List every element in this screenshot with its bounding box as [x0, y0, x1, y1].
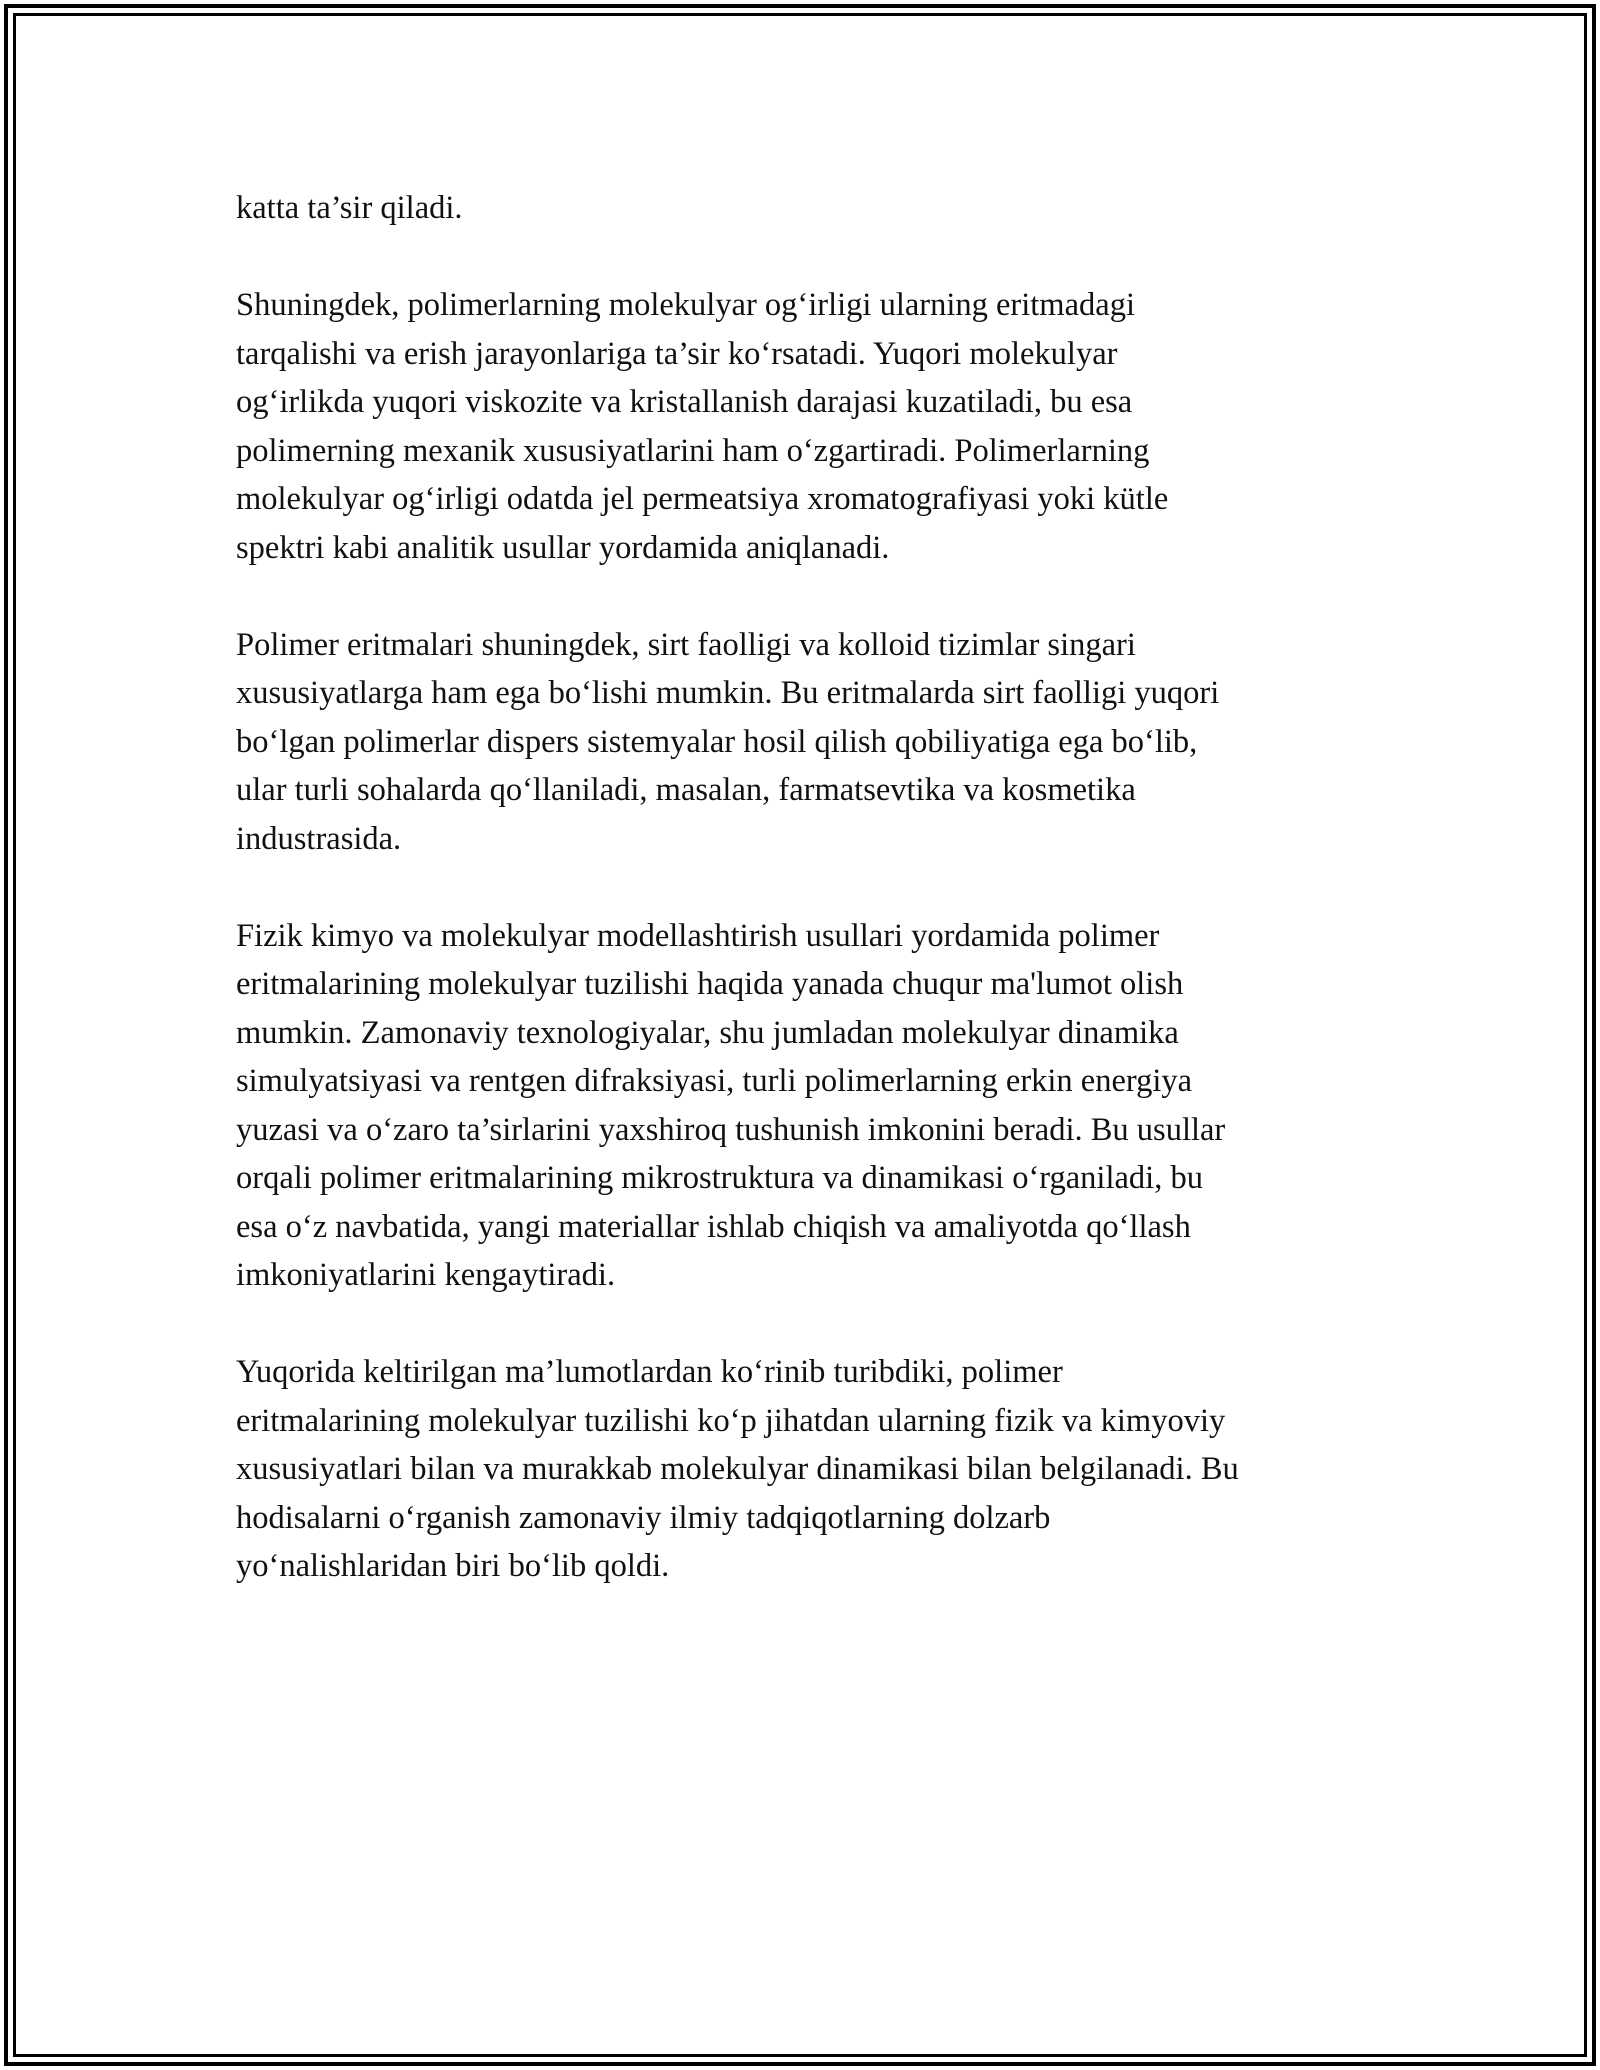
paragraph-3: Polimer eritmalari shuningdek, sirt faolligi va kolloid tizimlar singari xususiyatlarga ham ega bo‘lishi mumkin. Bu eritmalarda sirt faolligi yuqori bo‘lgan polimerlar dispers sistemyalar hosil qilish qobiliyatiga ega bo‘lib, ular turli sohalarda qo‘llaniladi, masalan, farmatsevtika va kosmetika industrasida. — [236, 626, 1220, 857]
paragraph-2: Shuningdek, polimerlarning molekulyar og‘irligi ularning eritmadagi tarqalishi va erish jarayonlariga ta’sir ko‘rsatadi. Yuqori molekulyar og‘irlikda yuqori viskozite va kristallanish darajasi kuzatiladi, bu esa polimerning mexanik xususiyatlarini ham o‘zgartiradi. Polimerlarning molekulyar og‘irligi odatda jel permeatsiya xromatografiyasi yoki kütle spektri kabi analitik usullar yordamida aniqlanadi. — [236, 287, 1169, 566]
paragraph-5: Yuqorida keltirilgan ma’lumotlardan ko‘rinib turibdiki, polimer eritmalarining molekulyar tuzilishi ko‘p jihatdan ularning fizik va kimyoviy xususiyatlari bilan va murakkab molekulyar dinamikasi bilan belgilanadi. Bu hodisalarni o‘rganish zamonaviy ilmiy tadqiqotlarning dolzarb yo‘nalishlaridan biri bo‘lib qoldi. — [236, 1354, 1239, 1584]
paragraph-1: katta ta’sir qiladi. — [236, 190, 463, 226]
paragraph-4: Fizik kimyo va molekulyar modellashtirish usullari yordamida polimer eritmalarining molekulyar tuzilishi haqida yanada chuqur ma'lumot olish mumkin. Zamonaviy texnologiyalar, shu jumladan molekulyar dinamika simulyatsiyasi va rentgen difraksiyasi, turli polimerlarning erkin energiya yuzasi va o‘zaro ta’sirlarini yaxshiroq tushunish imkonini beradi. Bu usullar orqali polimer eritmalarining mikrostruktura va dinamikasi o‘rganiladi, bu esa o‘z navbatida, yangi materiallar ishlab chiqish va amaliyotda qo‘llash imkoniyatlarini kengaytiradi. — [236, 917, 1226, 1293]
document-body — [236, 184, 1386, 1639]
